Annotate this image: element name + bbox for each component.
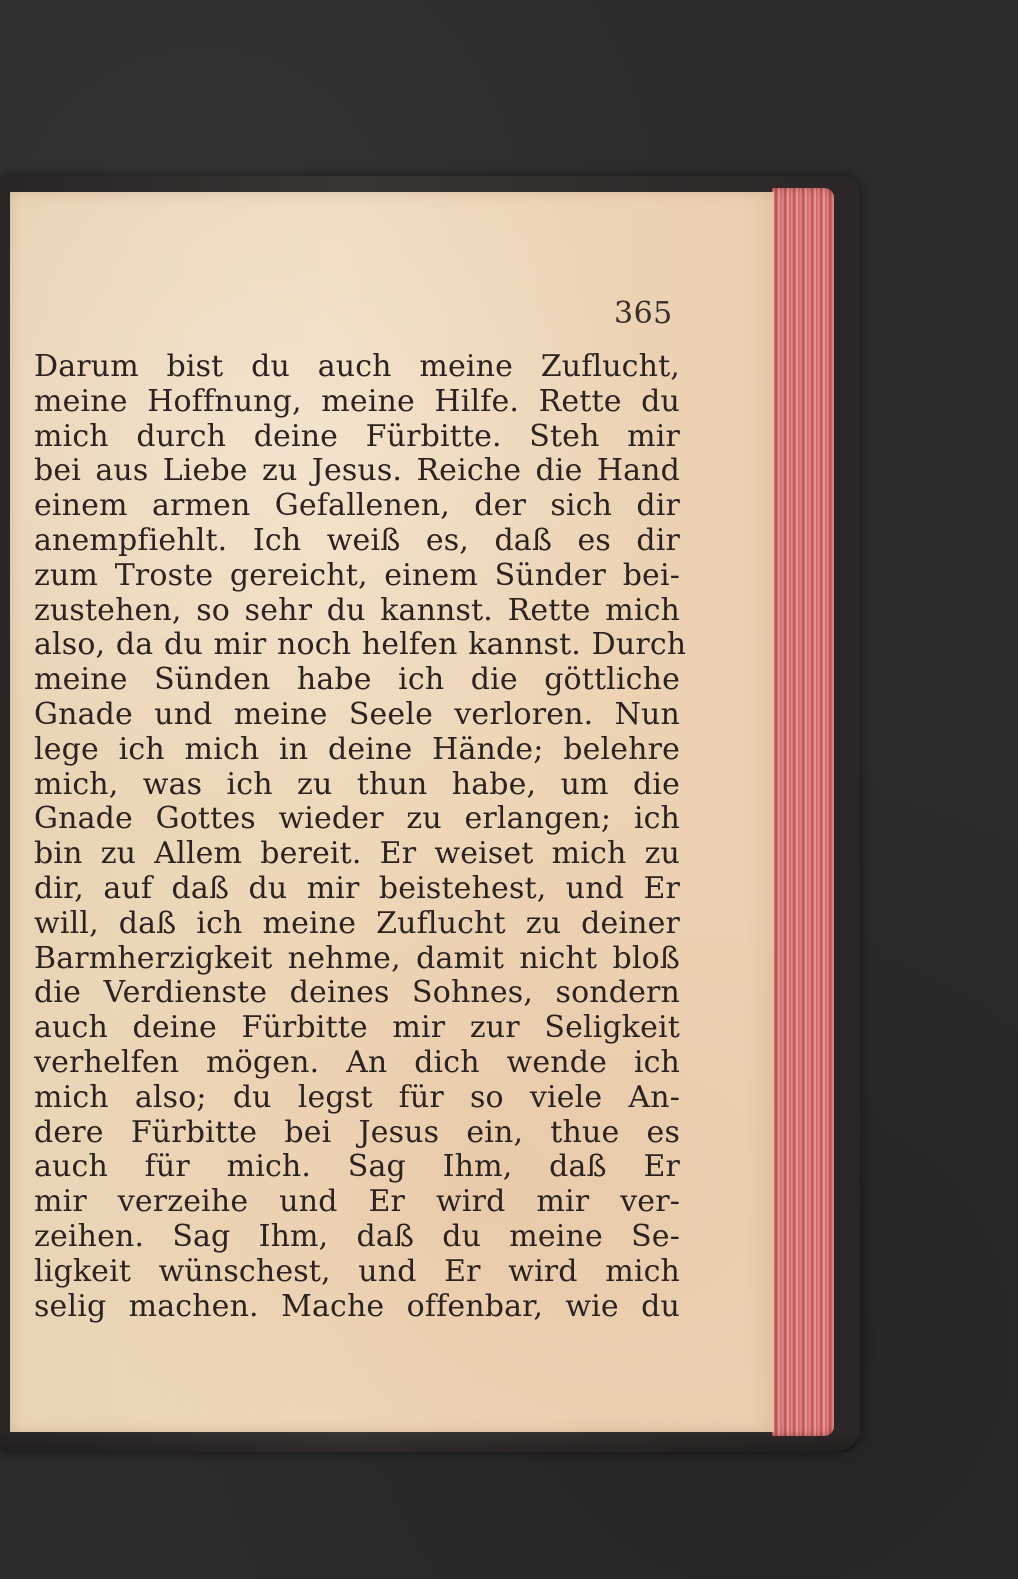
text-line-6: anempfiehlt. Ich weiß es, daß es dir	[34, 522, 680, 558]
text-line-1: Darum bist du auch meine Zuflucht,	[34, 349, 680, 384]
text-line-11: Gnade und meine Seele verloren. Nun	[34, 696, 680, 732]
text-line-5: einem armen Gefallenen, der sich dir	[34, 488, 680, 524]
text-line-2: meine Hoffnung, meine Hilfe. Rette du	[34, 383, 680, 419]
text-line-21: verhelfen mögen. An dich wende ich	[34, 1044, 680, 1080]
text-line-23: dere Fürbitte bei Jesus ein, thue es	[34, 1114, 680, 1150]
page-edges	[772, 188, 834, 1436]
text-line-24: auch für mich. Sag Ihm, daß Er	[34, 1149, 680, 1185]
text-line-14: Gnade Gottes wieder zu erlangen; ich	[34, 801, 680, 837]
text-line-26: zeihen. Sag Ihm, daß du meine Se-	[34, 1218, 680, 1254]
book-page	[10, 192, 774, 1432]
page-number: 365	[614, 296, 673, 331]
text-line-8: zustehen, so sehr du kannst. Rette mich	[34, 592, 680, 628]
text-line-18: Barmherzigkeit nehme, damit nicht bloß	[34, 940, 680, 976]
text-line-4: bei aus Liebe zu Jesus. Reiche die Hand	[34, 453, 680, 489]
text-line-12: lege ich mich in deine Hände; belehre	[34, 731, 680, 767]
text-line-15: bin zu Allem bereit. Er weiset mich zu	[34, 836, 680, 872]
text-line-13: mich, was ich zu thun habe, um die	[34, 766, 680, 802]
text-line-16: dir, auf daß du mir beistehest, und Er	[34, 870, 680, 906]
text-line-25: mir verzeihe und Er wird mir ver-	[34, 1184, 680, 1220]
page-text	[34, 349, 687, 1324]
text-line-20: auch deine Fürbitte mir zur Seligkeit	[34, 1010, 680, 1046]
text-line-17: will, daß ich meine Zuflucht zu deiner	[34, 905, 680, 941]
text-line-28: selig machen. Mache offenbar, wie du	[34, 1288, 680, 1324]
text-line-10: meine Sünden habe ich die göttliche	[34, 662, 680, 698]
open-book	[0, 176, 860, 1452]
text-line-19: die Verdienste deines Sohnes, sondern	[34, 975, 680, 1011]
text-line-22: mich also; du legst für so viele An-	[34, 1079, 680, 1115]
text-line-9: also, da du mir noch helfen kannst. Durch	[34, 627, 687, 663]
text-line-7: zum Troste gereicht, einem Sünder bei-	[34, 557, 680, 593]
text-line-27: ligkeit wünschest, und Er wird mich	[34, 1253, 680, 1289]
text-line-3: mich durch deine Fürbitte. Steh mir	[34, 418, 680, 454]
book-bottom-shadow	[0, 1432, 860, 1452]
